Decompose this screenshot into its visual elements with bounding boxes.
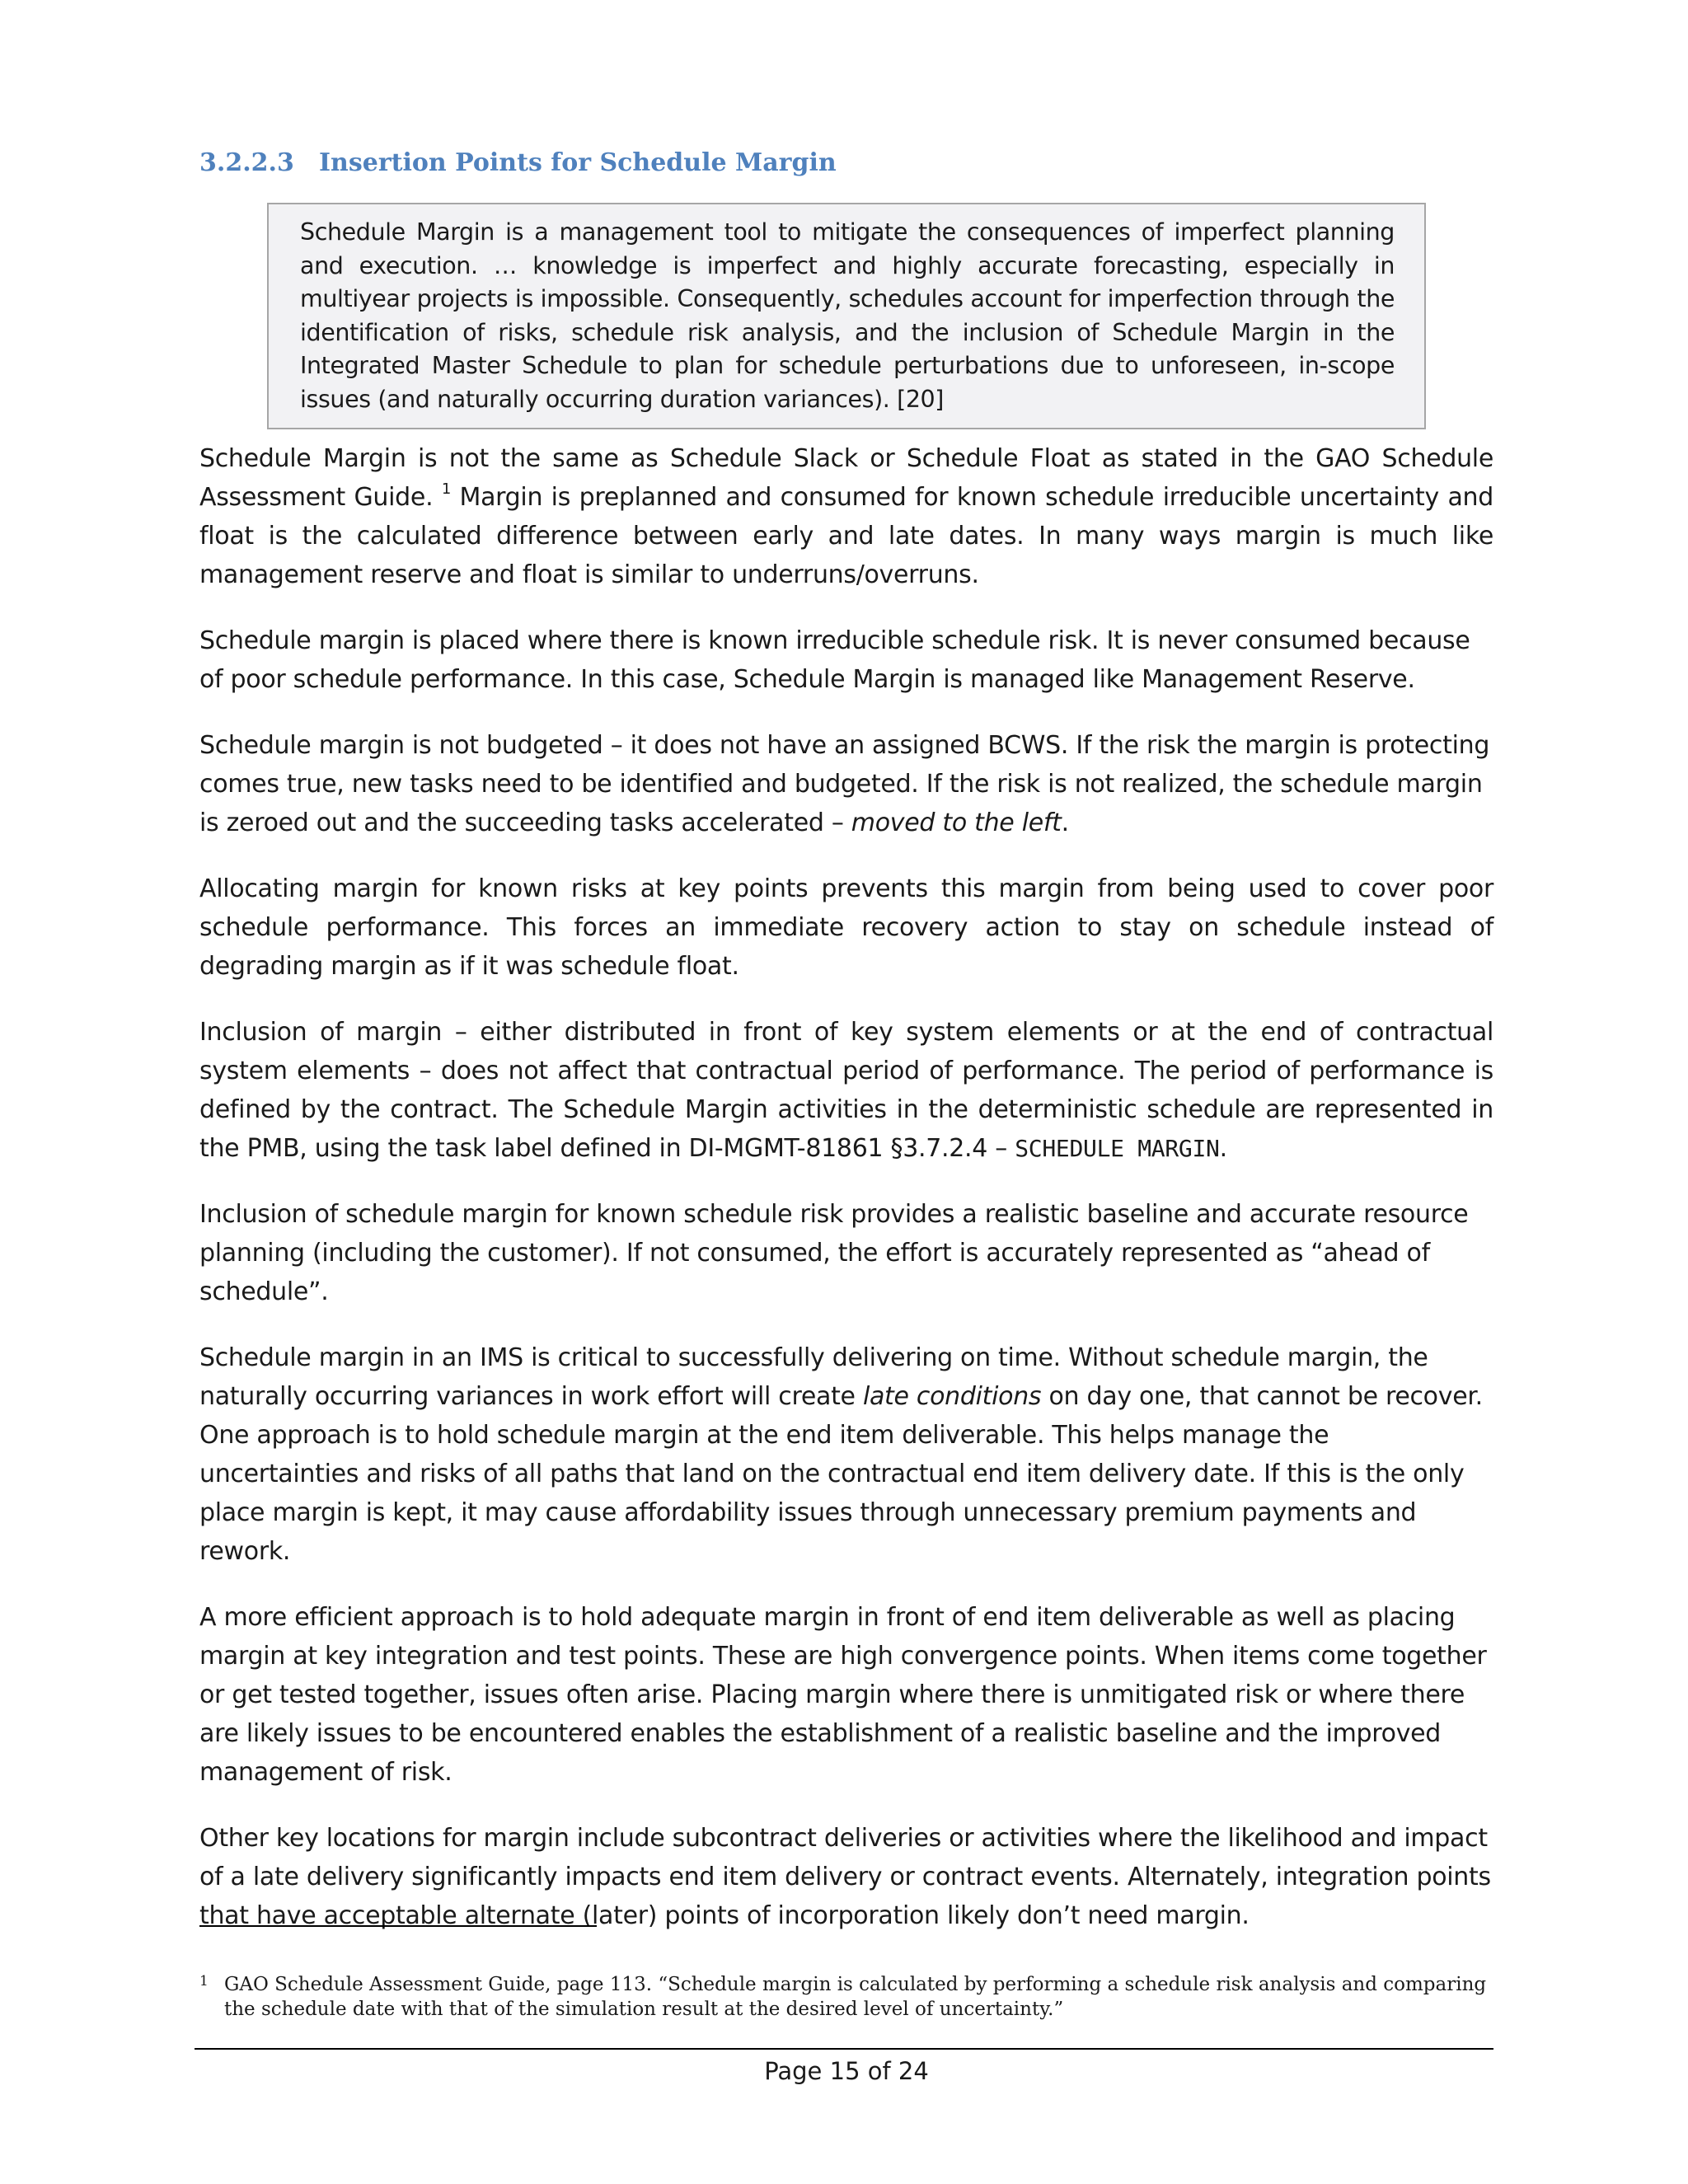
- code-text: SCHEDULE MARGIN: [1015, 1135, 1220, 1162]
- paragraph-1: Schedule Margin is not the same as Schedule Slack or Schedule Float as stated in the GAO Schedule Assessment Guide. $^1$ Margin is preplanned and consumed for known schedule irreducible uncertainty and float is the calculated difference between early and late dates. In many ways margin is much like management reserve and float is similar to underruns/overruns.: [199, 444, 1493, 589]
- paragraph-2: Schedule margin is placed where there is known irreducible schedule risk. It is never consumed because of poor schedule performance. In this case, Schedule Margin is managed like Management Reserve.: [199, 626, 1470, 694]
- footer-divider: [195, 2048, 1493, 2050]
- emphasis-text: late conditions: [862, 1382, 1042, 1411]
- quote-box: Schedule Margin is a management tool to mitigate the consequences of imperfect planning and execution. … knowledge is imperfect and highly accurate forecasting, especially in multiyear projects is impossible. Consequently, schedules account for imperfection through the identification of risks, schedule risk analysis, and the inclusion of Schedule Margin in the Integrated Master Schedule to plan for schedule perturbations due to unforeseen, in-scope issues (and naturally occurring duration variances). [20]: [267, 203, 1426, 429]
- paragraph-7: Schedule margin in an IMS is critical to successfully delivering on time. Without schedule margin, the naturally occurring variances in work effort will create late conditions on day one, that cannot be recover. One approach is to hold schedule margin at the end item deliverable. This helps manage the uncertainties and risks of all paths that land on the contractual end item delivery date. If this is the only place margin is kept, it may cause affordability issues through unnecessary premium payments and rework.: [199, 1343, 1483, 1566]
- page-number: Page 15 of 24: [764, 2057, 929, 2085]
- section-title: Insertion Points for Schedule Margin: [319, 148, 837, 177]
- paragraph-9: Other key locations for margin include subcontract deliveries or activities where the likelihood and impact of a late delivery significantly impacts end item delivery or contract events. Alternately, integration points that have acceptable alternate (later) points of incorporation likely don’t need margin.: [199, 1824, 1491, 1930]
- footnote-separator: [199, 1925, 597, 1927]
- footnote: [199, 1972, 1493, 2022]
- section-number: 3.2.2.3: [199, 148, 294, 177]
- footnote-reference[interactable]: 1: [441, 480, 451, 498]
- document-page: [199, 0, 1493, 2184]
- paragraph-5: Inclusion of margin – either distributed in front of key system elements or at the end of contractual system elements – does not affect that contractual period of performance. The period of performance is defined by the contract. The Schedule Margin activities in the deterministic schedule are represented in the PMB, using the task label defined in DI-MGMT-81861 §3.7.2.4 – SCHEDULE MARGIN.: [199, 1018, 1493, 1163]
- footnote-mark: 1: [199, 1973, 209, 1990]
- emphasis-text: moved to the left: [851, 808, 1062, 837]
- paragraph-6: Inclusion of schedule margin for known schedule risk provides a realistic baseline and accurate resource planning (including the customer). If not consumed, the effort is accurately represented as “ahead of schedule”.: [199, 1200, 1469, 1306]
- footnote-text: GAO Schedule Assessment Guide, page 113. “Schedule margin is calculated by performing a schedule risk analysis and comparing the schedule date with that of the simulation result at the desired level of uncertainty.”: [224, 1974, 1487, 2020]
- paragraph-8: A more efficient approach is to hold adequate margin in front of end item deliverable as well as placing margin at key integration and test points. These are high convergence points. When items come together or get tested together, issues often arise. Placing margin where there is unmitigated risk or where there are likely issues to be encountered enables the establishment of a realistic baseline and the improved management of risk.: [199, 1603, 1487, 1787]
- paragraph-3: Schedule margin is not budgeted – it does not have an assigned BCWS. If the risk the margin is protecting comes true, new tasks need to be identified and budgeted. If the risk is not realized, the schedule margin is zeroed out and the succeeding tasks accelerated – moved to the left.: [199, 731, 1490, 837]
- paragraph-4: Allocating margin for known risks at key points prevents this margin from being used to cover poor schedule performance. This forces an immediate recovery action to stay on schedule instead of degrading margin as if it was schedule float.: [199, 874, 1493, 981]
- body-text: [199, 439, 1493, 1962]
- section-heading: [199, 148, 837, 177]
